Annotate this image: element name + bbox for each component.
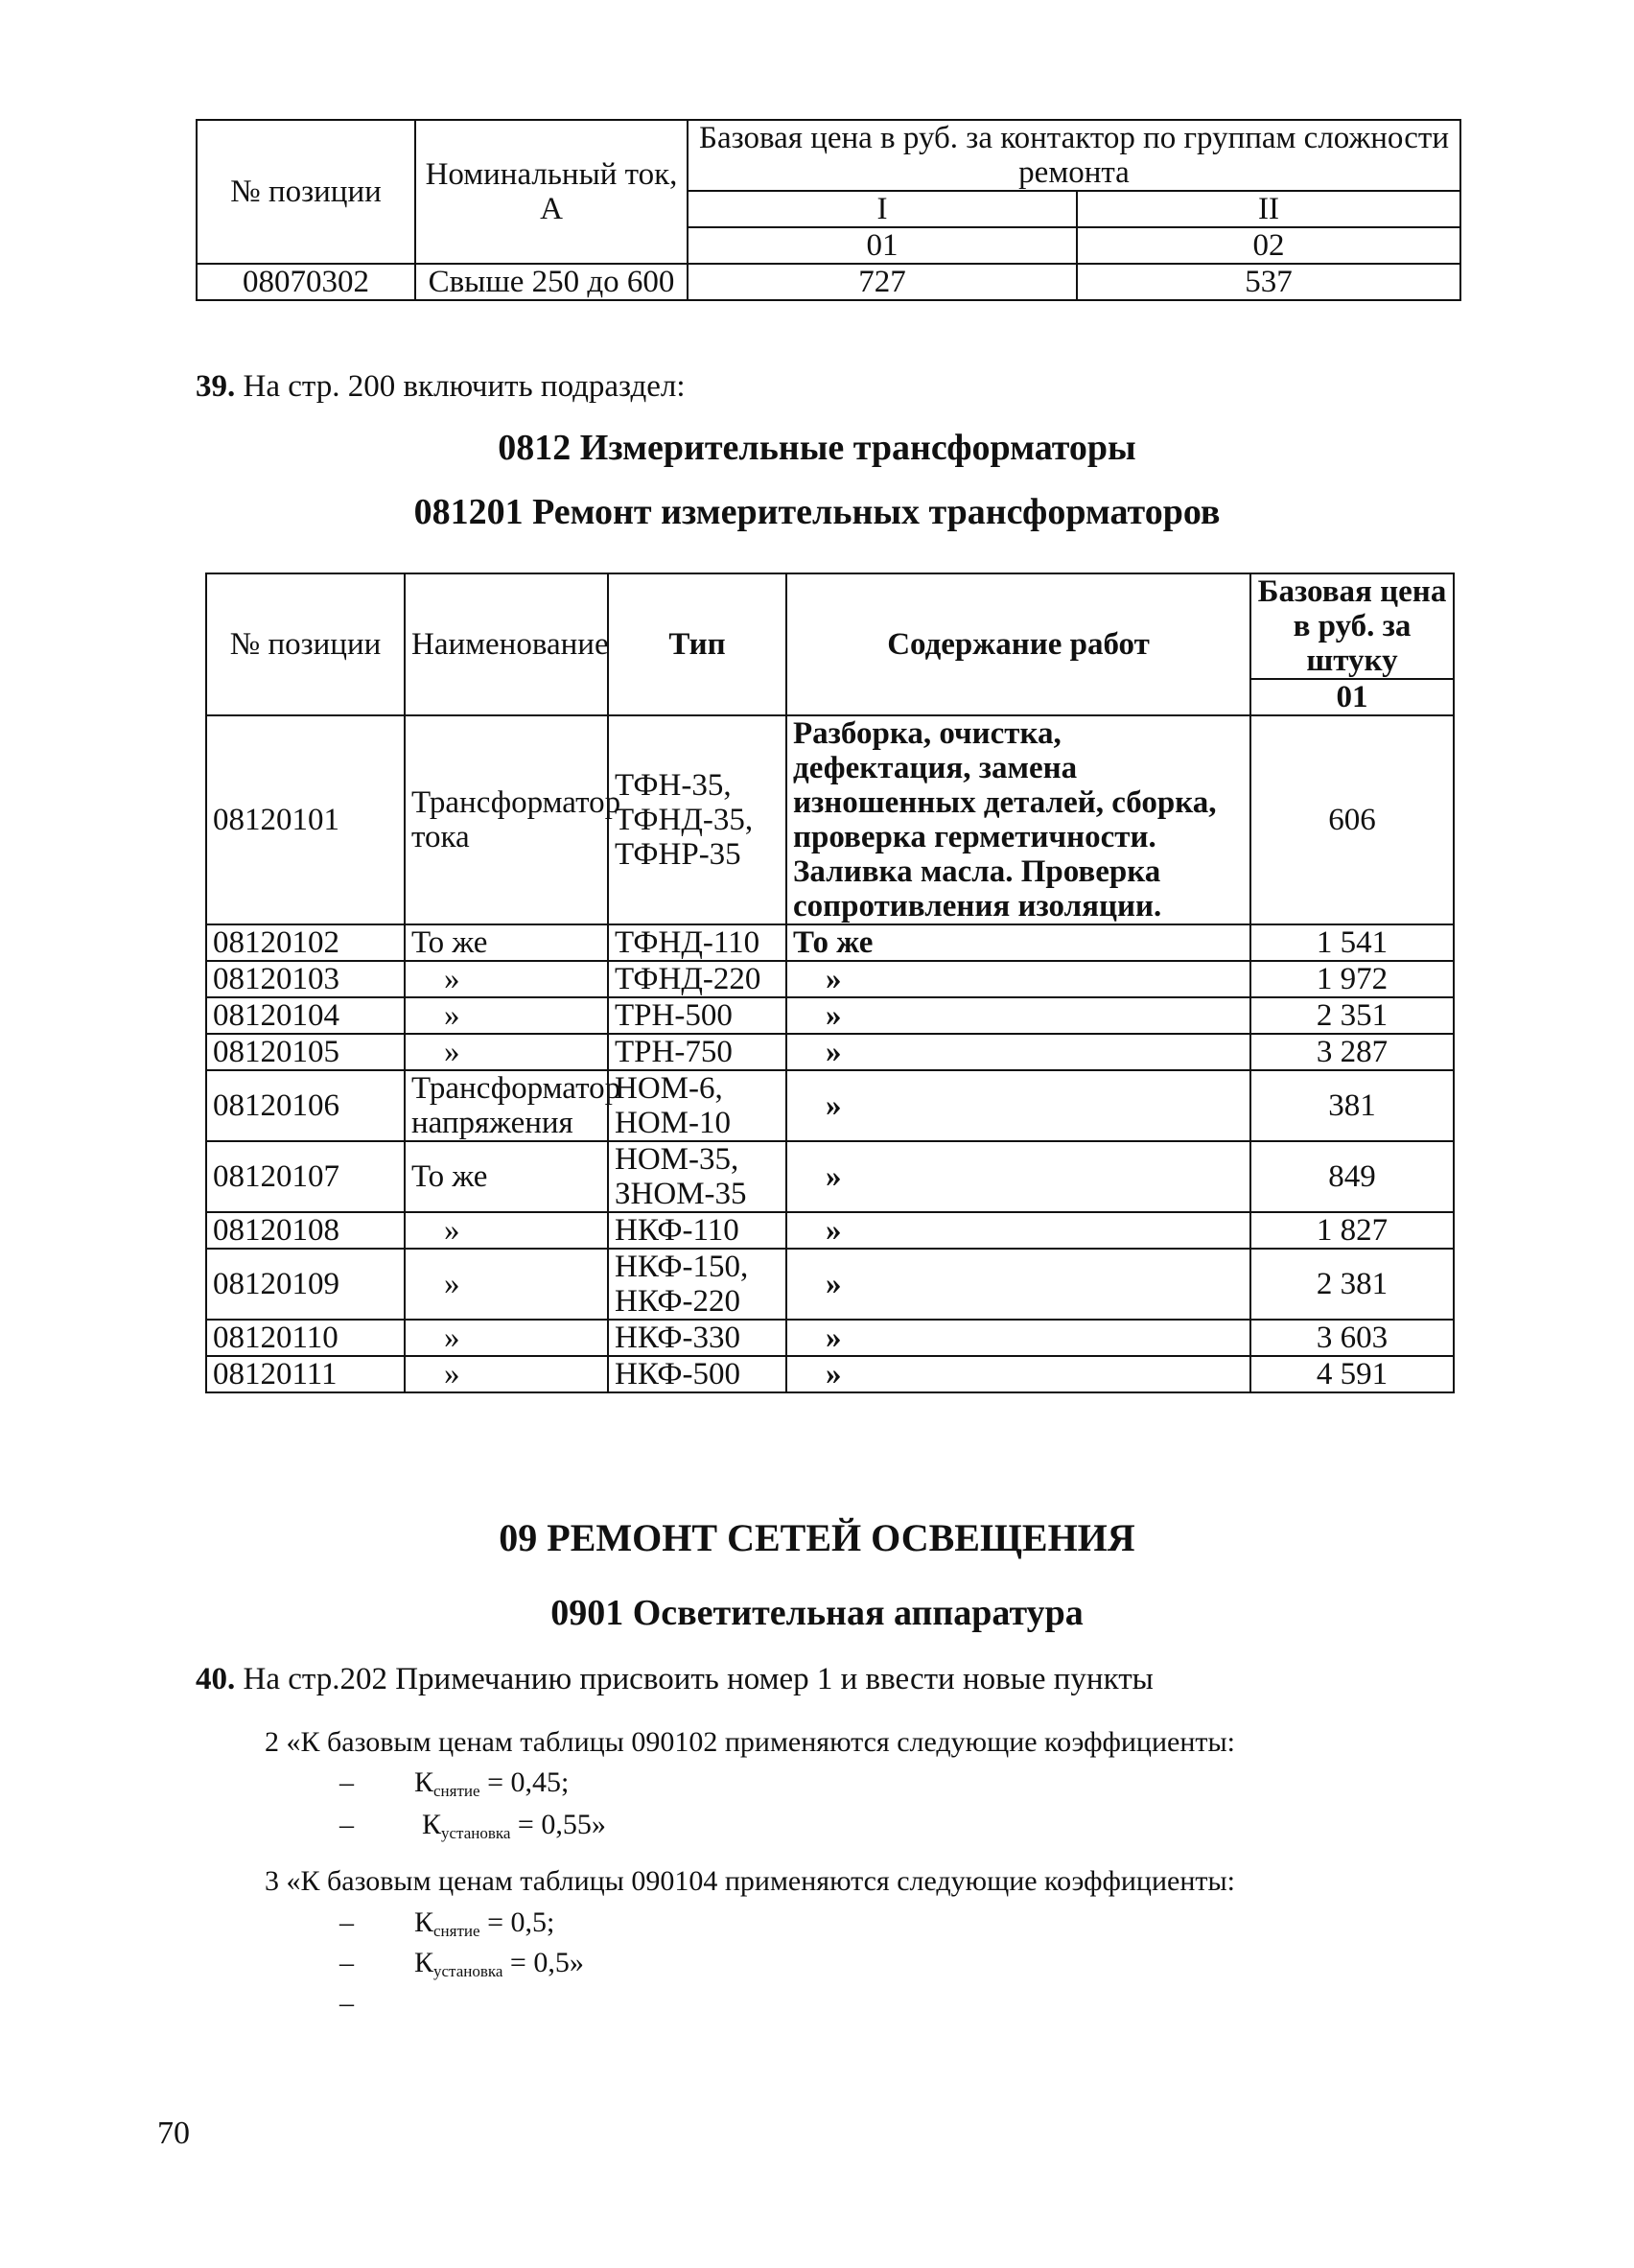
cell-price: 1 972 bbox=[1250, 961, 1454, 997]
table-row bbox=[206, 1356, 1454, 1392]
header-position: № позиции bbox=[206, 573, 405, 715]
table-row bbox=[206, 1070, 1454, 1141]
cell-price: 381 bbox=[1250, 1070, 1454, 1141]
cell-work: » bbox=[786, 961, 1250, 997]
cell-position: 08120104 bbox=[206, 997, 405, 1034]
header-position: № позиции bbox=[197, 120, 415, 264]
header-group-1: I bbox=[688, 191, 1077, 227]
header-group-2: II bbox=[1077, 191, 1460, 227]
cell-work: » bbox=[786, 1141, 1250, 1212]
coefficient-installation: $К_{установка} = 0,5$» bbox=[414, 1947, 584, 1980]
cell-type: ТФНД-110 bbox=[608, 924, 786, 961]
cell-price-2: 537 bbox=[1077, 264, 1460, 300]
cell-work: » bbox=[786, 1034, 1250, 1070]
paragraph-40 bbox=[196, 1662, 1154, 1697]
coefficient-installation: $К_{установка} = 0,55$» bbox=[422, 1809, 606, 1842]
cell-price: 3 603 bbox=[1250, 1320, 1454, 1356]
table-row bbox=[206, 1212, 1454, 1249]
table-row bbox=[206, 1034, 1454, 1070]
cell-position: 08120101 bbox=[206, 715, 405, 924]
cell-price: 4 591 bbox=[1250, 1356, 1454, 1392]
dash: – bbox=[339, 1809, 354, 1840]
cell-position: 08120105 bbox=[206, 1034, 405, 1070]
cell-position: 08120102 bbox=[206, 924, 405, 961]
cell-name: Трансформатор напряжения bbox=[405, 1070, 608, 1141]
transformer-price-table bbox=[205, 573, 1455, 1393]
cell-name: » bbox=[405, 1356, 608, 1392]
chapter-heading: 09 РЕМОНТ СЕТЕЙ ОСВЕЩЕНИЯ bbox=[499, 1516, 1135, 1559]
table-row bbox=[206, 997, 1454, 1034]
cell-type: НКФ-110 bbox=[608, 1212, 786, 1249]
cell-position: 08120106 bbox=[206, 1070, 405, 1141]
cell-name: » bbox=[405, 1212, 608, 1249]
header-type: Тип bbox=[608, 573, 786, 715]
header-price: Базовая цена в руб. за штуку bbox=[1250, 573, 1454, 679]
header-price: Базовая цена в руб. за контактор по группам сложности ремонта bbox=[688, 120, 1460, 191]
cell-work: » bbox=[786, 1249, 1250, 1320]
cell-position: 08120103 bbox=[206, 961, 405, 997]
cell-type: НКФ-500 bbox=[608, 1356, 786, 1392]
cell-name: » bbox=[405, 1034, 608, 1070]
cell-type: ТФН-35, ТФНД-35, ТФНР-35 bbox=[608, 715, 786, 924]
paragraph-number: 39. bbox=[196, 369, 236, 404]
table-row bbox=[197, 264, 1460, 300]
cell-position: 08070302 bbox=[197, 264, 415, 300]
header-code-01: 01 bbox=[688, 227, 1077, 264]
subsection-heading: 081201 Ремонт измерительных трансформаторов bbox=[413, 492, 1221, 532]
section-heading: 0812 Измерительные трансформаторы bbox=[498, 428, 1136, 468]
header-code-01: 01 bbox=[1250, 679, 1454, 715]
page-number: 70 bbox=[157, 2116, 190, 2151]
cell-type: ТРН-500 bbox=[608, 997, 786, 1034]
header-name: Наименование bbox=[405, 573, 608, 715]
cell-price: 3 287 bbox=[1250, 1034, 1454, 1070]
paragraph-text: На стр. 200 включить подраздел: bbox=[243, 369, 686, 404]
cell-name: Трансформатор тока bbox=[405, 715, 608, 924]
cell-type: ТФНД-220 bbox=[608, 961, 786, 997]
cell-work: » bbox=[786, 1356, 1250, 1392]
cell-name: То же bbox=[405, 1141, 608, 1212]
table-row bbox=[206, 961, 1454, 997]
cell-work: То же bbox=[786, 924, 1250, 961]
cell-position: 08120110 bbox=[206, 1320, 405, 1356]
cell-position: 08120108 bbox=[206, 1212, 405, 1249]
cell-type: НКФ-150, НКФ-220 bbox=[608, 1249, 786, 1320]
table-row bbox=[206, 1141, 1454, 1212]
cell-name: » bbox=[405, 1320, 608, 1356]
cell-name: » bbox=[405, 1249, 608, 1320]
dash: – bbox=[339, 1766, 354, 1798]
cell-price: 2 351 bbox=[1250, 997, 1454, 1034]
table-row bbox=[206, 715, 1454, 924]
dash: – bbox=[339, 1947, 354, 1978]
item-2-text: 2 «К базовым ценам таблицы 090102 применяются следующие коэффициенты: bbox=[265, 1726, 1236, 1758]
cell-name: » bbox=[405, 961, 608, 997]
header-code-02: 02 bbox=[1077, 227, 1460, 264]
contactor-price-table bbox=[196, 119, 1461, 301]
cell-price-1: 727 bbox=[688, 264, 1077, 300]
item-3-text: 3 «К базовым ценам таблицы 090104 применяются следующие коэффициенты: bbox=[265, 1865, 1236, 1897]
dash: – bbox=[339, 1906, 354, 1938]
cell-price: 1 541 bbox=[1250, 924, 1454, 961]
table-body bbox=[206, 715, 1454, 1392]
cell-name: » bbox=[405, 997, 608, 1034]
cell-work: » bbox=[786, 1070, 1250, 1141]
dash: – bbox=[339, 1987, 354, 2019]
coefficient-removal: $К_{снятие} = 0,45$; bbox=[414, 1766, 570, 1800]
paragraph-number: 40. bbox=[196, 1662, 236, 1696]
cell-type: ТРН-750 bbox=[608, 1034, 786, 1070]
cell-position: 08120107 bbox=[206, 1141, 405, 1212]
cell-name: То же bbox=[405, 924, 608, 961]
cell-position: 08120111 bbox=[206, 1356, 405, 1392]
cell-price: 849 bbox=[1250, 1141, 1454, 1212]
header-work: Содержание работ bbox=[786, 573, 1250, 715]
cell-position: 08120109 bbox=[206, 1249, 405, 1320]
paragraph-text: На стр.202 Примечанию присвоить номер 1 и ввести новые пункты bbox=[243, 1662, 1154, 1696]
table-row bbox=[206, 1249, 1454, 1320]
cell-work: » bbox=[786, 1212, 1250, 1249]
paragraph-39 bbox=[196, 369, 686, 405]
cell-work: Разборка, очистка, дефектация, замена изношенных деталей, сборка, проверка герметичности. Заливка масла. Проверка сопротивления изоляции. bbox=[786, 715, 1250, 924]
table-row bbox=[206, 924, 1454, 961]
cell-work: » bbox=[786, 1320, 1250, 1356]
header-current: Номинальный ток, А bbox=[415, 120, 688, 264]
cell-price: 606 bbox=[1250, 715, 1454, 924]
cell-price: 1 827 bbox=[1250, 1212, 1454, 1249]
cell-type: НКФ-330 bbox=[608, 1320, 786, 1356]
cell-type: НОМ-6, НОМ-10 bbox=[608, 1070, 786, 1141]
cell-price: 2 381 bbox=[1250, 1249, 1454, 1320]
coefficient-removal: $К_{снятие} = 0,5$; bbox=[414, 1906, 555, 1940]
cell-type: НОМ-35, ЗНОМ-35 bbox=[608, 1141, 786, 1212]
table-row bbox=[206, 1320, 1454, 1356]
cell-current: Свыше 250 до 600 bbox=[415, 264, 688, 300]
cell-work: » bbox=[786, 997, 1250, 1034]
section-heading-lighting: 0901 Осветительная аппаратура bbox=[550, 1593, 1084, 1633]
